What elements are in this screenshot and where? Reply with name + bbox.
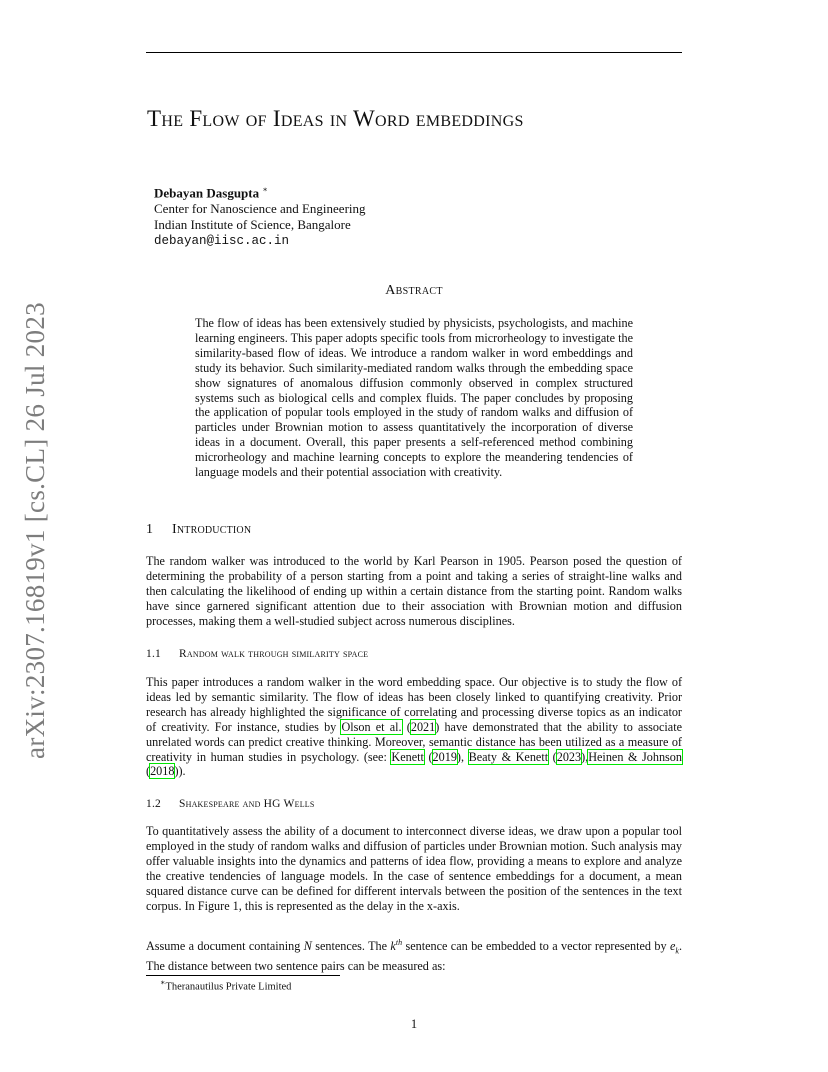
abstract-heading: Abstract xyxy=(385,283,443,298)
author-block xyxy=(154,182,366,249)
para2-text-c: sentence can be embedded to a vector represented by xyxy=(402,939,670,954)
math-th: th xyxy=(395,938,403,947)
citation-olson-year[interactable]: 2021 xyxy=(410,719,436,734)
math-vector-e xyxy=(669,939,679,956)
subsection-1-2-heading xyxy=(146,798,315,810)
author-email[interactable]: debayan@iisc.ac.in xyxy=(154,234,290,249)
subsection-1-1-number: 1.1 xyxy=(146,648,161,660)
footnote-mark: ∗ xyxy=(160,978,166,987)
subsection-1-1-paragraph: This paper introduces a random walker in the word embedding space. Our objective is to study the flow of ideas led by semantic similarity. The flow of ideas has been closely linked to quantifying creativity. Prior research has already highlighted the significance of correlating and processing diverse topics as an indicator of creativity. For instance, studies by Olson et al. (2021) have demonstrated that the ability to associate unrelated words can predict creative thinking. Moreover, semantic distance has been utilized as a measure of creativity in human studies in psychology. (see: Kenett (2019), Beaty & Kenett (2023),Heinen & Johnson (2018)). xyxy=(146,675,682,779)
math-e: e xyxy=(669,939,676,954)
para2-text-b: sentences. The xyxy=(311,939,391,954)
math-n: N xyxy=(303,939,312,954)
citation-kenett-year[interactable]: 2019 xyxy=(432,749,457,764)
author-footnote-mark: ∗ xyxy=(262,185,268,194)
math-k: k xyxy=(390,939,396,954)
para2-text-a: Assume a document containing xyxy=(146,939,304,954)
section-1-heading xyxy=(146,522,251,538)
author-name: Debayan Dasgupta xyxy=(154,185,260,201)
arxiv-id: arXiv:2307.16819v1 [cs.CL] 26 Jul 2023 xyxy=(19,301,50,759)
para2-text-d: . The distance between two sentence pairs can be measured as: xyxy=(146,939,682,974)
author-affiliation-1: Center for Nanoscience and Engineering xyxy=(154,201,366,217)
section-1-paragraph: The random walker was introduced to the world by Karl Pearson in 1905. Pearson posed the question of determining the probability of a person starting from a point and taking a series of straight-line walks and then calculating the likelihood of ending up within a certain distance from the starting point. Random walks have since garnered significant attention due to their association with Brownian motion and diffusion processes, making them a well-studied subject across numerous disciplines. xyxy=(146,554,682,628)
subsection-1-1-text-2: have demonstrated that the ability to associate unrelated words can predict creative thinking. Moreover, semantic distance has been utilized as a measure of creativity in human studies in psychology. (see: xyxy=(146,719,682,764)
arxiv-stamp xyxy=(18,300,52,760)
citation-heinen-johnson[interactable]: Heinen & Johnson xyxy=(588,749,682,764)
subsection-1-2-paragraph-2 xyxy=(146,936,682,974)
subsection-1-2-paragraph-1: To quantitatively assess the ability of a document to interconnect diverse ideas, we draw upon a popular tool employed in the study of random walks and diffusion of particles under Brownian motion. Such analysis may offer valuable insights into the dynamics and patterns of idea flow, providing a means to explore and analyze the creative tendencies of language models. In the case of sentence embeddings for a document, a mean squared distance curve can be defined for different intervals between the position of the sentences in the text corpus. In Figure 1, this is represented as the delay in the x-axis. xyxy=(146,824,682,913)
author-affiliation-2: Indian Institute of Science, Bangalore xyxy=(154,217,351,233)
subsection-1-2-title: Shakespeare and HG Wells xyxy=(179,798,315,810)
paper-title: The Flow of Ideas in Word embeddings xyxy=(147,106,524,131)
abstract-text: The flow of ideas has been extensively studied by physicists, psychologists, and machine learning engineers. This paper adopts specific tools from microrheology to investigate the similarity-based flow of ideas. We introduce a random walker in word embeddings and study its behavior. Such similarity-mediated random walks through the embedding space show signatures of anomalous diffusion commonly observed in complex structured systems such as biological cells and complex fluids. The paper concludes by proposing the application of popular tools employed in the study of random walks and diffusion of particles under Brownian motion to assess quantitatively the incorporation of diverse ideas in a document. Overall, this paper presents a self-referenced method combining microrheology and machine learning concepts to explore the meandering tendencies of language models and their potential association with creativity. xyxy=(195,316,633,480)
citation-olson[interactable]: Olson et al. xyxy=(341,719,402,734)
citation-heinen-johnson-year[interactable]: 2018 xyxy=(150,764,175,779)
subsection-1-1-text-1: This paper introduces a random walker in the word embedding space. Our objective is to study the flow of ideas led by semantic similarity. The flow of ideas has been closely linked to quantifying creativity. Prior research has already highlighted the significance of correlating and processing diverse topics as an indicator of creativity. For instance, studies by xyxy=(146,675,682,734)
citation-beaty-kenett-year[interactable]: 2023 xyxy=(556,749,582,764)
footnote-rule xyxy=(146,975,340,976)
page-number: 1 xyxy=(410,1017,418,1031)
footnote-text: Theranautilus Private Limited xyxy=(165,981,292,993)
citation-beaty-kenett[interactable]: Beaty & Kenett xyxy=(468,749,549,764)
citation-kenett[interactable]: Kenett xyxy=(391,749,424,764)
section-1-title: Introduction xyxy=(172,522,252,537)
subsection-1-1-text-3: ). xyxy=(178,764,186,779)
top-rule xyxy=(146,52,682,53)
subsection-1-1-title: Random walk through similarity space xyxy=(179,648,369,660)
math-sub-k: k xyxy=(675,946,679,956)
subsection-1-2-number: 1.2 xyxy=(146,798,161,810)
subsection-1-1-heading xyxy=(146,648,368,660)
footnote xyxy=(160,978,291,993)
section-1-number: 1 xyxy=(146,522,154,537)
